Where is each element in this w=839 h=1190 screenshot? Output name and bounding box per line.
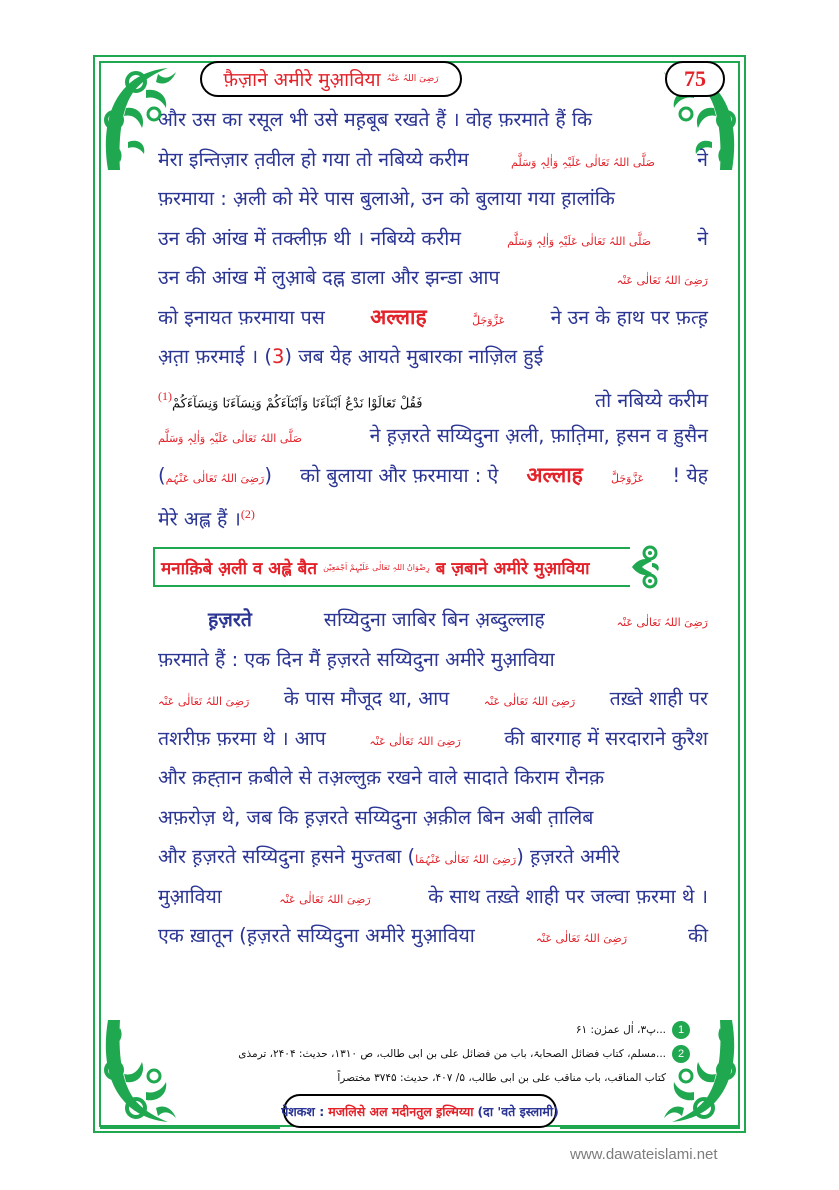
publisher-banner <box>283 1094 557 1128</box>
line-text: अफ़रोज़ थे, जब कि ह़ज़रते सय्यिदुना अ़क़ील बिन अबी त़ालिब <box>158 805 594 829</box>
honorific-calligraphy: رِضْوَانُ اللہِ تَعَالٰی عَلَیْہِمْ اَجْمَعِیْن <box>323 562 430 572</box>
text-line <box>158 258 708 298</box>
paragraph-1 <box>158 100 708 535</box>
honorific-calligraphy: رَضِیَ اللہُ تَعَالٰی عَنْہ <box>616 616 708 629</box>
line-text: और उस का रसूल भी उसे मह़बूब रखते हैं । वोह फ़रमाते हैं कि <box>158 108 592 131</box>
honorific-calligraphy: رَضِیَ اللہُ تَعَالٰی عَنْہ <box>369 734 461 748</box>
honorific-calligraphy: رَضِیَ اللہُ تَعَالٰی عَنْہُمَا <box>415 853 517 866</box>
text-line <box>158 837 708 877</box>
honorific-calligraphy: رَضِیَ اللہُ تَعَالٰی عَنْہ <box>158 695 250 708</box>
salutation-calligraphy: صَلَّی اللہُ تَعَالٰی عَلَیْہِ وَاٰلِہٖ وَسَلَّم <box>158 432 302 445</box>
paragraph-2 <box>158 600 708 956</box>
line-text: तो नबिय्ये करीम <box>595 389 708 412</box>
text-line <box>158 916 708 956</box>
footer-rule <box>100 1126 280 1129</box>
text-line <box>158 600 708 640</box>
footnote-ref: (1) <box>158 388 172 403</box>
footnote-text: ...مسلم، کتاب فضائل الصحابۃ، باب من فضائل علی بن ابی طالب، ص ۱۳۱۰، حدیث: ۲۴۰۴، ترمذی <box>238 1048 666 1060</box>
text-line <box>158 679 708 719</box>
salutation-calligraphy: صَلَّی اللہُ تَعَالٰی عَلَیْہِ وَاٰلِہٖ وَسَلَّم <box>507 234 652 248</box>
heading-text: ब ज़बाने अमीरे मुआ़विया <box>435 558 590 579</box>
emphasized-word: ह़ज़रते <box>208 608 252 631</box>
divine-name: अल्लाह <box>370 304 427 329</box>
line-text: को बुलाया और फ़रमाया : ऐ <box>300 463 499 487</box>
text-line <box>158 798 708 838</box>
line-text: ने <box>697 226 708 250</box>
line-text: तख़्ते शाही पर <box>609 687 708 710</box>
floral-ornament-icon <box>98 1010 180 1130</box>
publisher-org: (दा 'वते इस्लामी) <box>477 1103 559 1119</box>
text-line <box>158 140 708 180</box>
line-text: को इनायत फ़रमाया पस <box>158 305 325 329</box>
text-line <box>158 640 708 680</box>
footnote-number-badge: 2 <box>672 1045 690 1063</box>
salutation-calligraphy: صَلَّی اللہُ تَعَالٰی عَلَیْہِ وَاٰلِہٖ وَسَلَّم <box>511 155 655 169</box>
reference-number: 3 <box>271 345 285 368</box>
line-text: मेरे अह्ल हैं ।$^{(2)}$ <box>158 507 255 531</box>
quran-calligraphy: فَقُلْ تَعَالَوْا نَدْعُ اَبْنَآءَنَا وَاَبْنَآءَكُمْ وَنِسَآءَنَا وَنِسَآءَكُمْ <box>172 396 423 411</box>
divine-name: अल्लाह <box>526 462 583 487</box>
footnote-continuation <box>170 1066 690 1090</box>
line-text: के साथ तख़्ते शाही पर जल्वा फ़रमा थे । <box>428 884 708 908</box>
page-number-badge <box>665 61 725 97</box>
text-line <box>158 416 708 456</box>
line-text: ! येह <box>672 463 708 487</box>
line-text: एक ख़ातून (ह़ज़रते सय्यिदुना अमीरे मुआ़विया <box>158 924 475 947</box>
footer-rule <box>560 1126 740 1129</box>
line-text: मेरा इन्तिज़ार त़वील हो गया तो नबिय्ये करीम <box>158 147 469 171</box>
honorific-calligraphy: عَزَّوَجَلَّ <box>472 313 506 327</box>
text-line <box>158 337 708 377</box>
text-line <box>158 758 708 798</box>
line-text: और ह़ज़रते सय्यिदुना ह़सने मुज्तबा (رَضِیَ اللہُ تَعَالٰی عَنْہُمَا) ह़ज़रते अमीरे <box>158 845 620 868</box>
line-text: ने <box>697 147 708 171</box>
footnote-number-badge: 1 <box>672 1021 690 1039</box>
footnote-ref: (2) <box>240 507 255 521</box>
honorific-calligraphy: رَضِیَ اللہُ عَنْہُ <box>386 74 439 84</box>
line-text: की <box>687 924 708 947</box>
line-text: उन की आंख में तक्लीफ़ थी । नबिय्ये करीम <box>158 226 461 250</box>
text-line <box>158 219 708 259</box>
honorific-calligraphy: رَضِیَ اللہُ تَعَالٰی عَنْہُم <box>165 471 265 485</box>
line-text: फ़रमाते हैं : एक दिन मैं ह़ज़रते सय्यिदुना अमीरे मुआ़विया <box>158 647 555 671</box>
line-text: और क़ह्त़ान क़बीले से तअ़ल्लुक़ रखने वाले सादाते किराम रौनक़ <box>158 766 605 789</box>
website-url: www.dawateislami.net <box>570 1146 718 1163</box>
line-text: फ़रमाया : अ़ली को मेरे पास बुलाओ, उन को बुलाया गया ह़ालांकि <box>158 187 615 210</box>
footnotes <box>170 1018 690 1090</box>
line-text: ने उन के हाथ पर फ़त्ह़ <box>550 305 708 329</box>
book-title: फ़ैज़ाने अमीरे मुआ़विया <box>223 69 381 91</box>
line-text: की बारगाह में सरदाराने कुरैश <box>504 726 708 750</box>
honorific-calligraphy: رَضِیَ اللہُ تَعَالٰی عَنْہ <box>279 892 371 906</box>
text-line <box>158 877 708 917</box>
footnote-text: ...پ۳، اٰل عمرٰن: ۶۱ <box>575 1024 666 1036</box>
section-heading <box>153 547 630 587</box>
scroll-ornament-icon <box>628 545 662 589</box>
text-line <box>158 377 708 417</box>
page-number: 75 <box>684 66 706 91</box>
footnote-item <box>170 1042 690 1066</box>
line-text: मुआ़विया <box>158 884 222 908</box>
line-text: ने ह़ज़रते सय्यिदुना अ़ली, फ़ात़िमा, ह़सन व ह़ुसैन <box>369 424 708 447</box>
publisher-label: पेशकश : <box>281 1103 325 1119</box>
text-line <box>158 100 708 140</box>
heading-text: मनाक़िबे अ़ली व अह्ले बैत <box>161 558 318 579</box>
honorific-calligraphy: رَضِیَ اللہُ تَعَالٰی عَنْہ <box>483 695 576 708</box>
text-line <box>158 298 708 338</box>
line-text: सय्यिदुना जाबिर बिन अ़ब्दुल्लाह <box>323 608 545 631</box>
text-line <box>158 495 708 535</box>
line-text: अ़त़ा फ़रमाई । (3) जब येह आयते मुबारका नाज़िल हुई <box>158 345 544 368</box>
text-line <box>158 456 708 496</box>
footnote-item <box>170 1018 690 1042</box>
line-text: के पास मौजूद था, आप <box>283 687 450 710</box>
book-title-banner <box>200 61 462 97</box>
text-line <box>158 719 708 759</box>
line-text: उन की आंख में लुआ़बे दह्न डाला और झन्डा आप <box>158 266 500 289</box>
publisher-name: मजलिसे अल मदीनतुल इ़ल्मिय्या <box>328 1103 474 1119</box>
honorific-calligraphy: عَزَّوَجَلَّ <box>611 471 645 485</box>
text-line <box>158 179 708 219</box>
footnote-text: کتاب المناقب، باب مناقب علی بن ابی طالب، ۵/ ۴۰۷، حدیث: ۳۷۴۵ مختصراً <box>337 1072 666 1084</box>
honorific-calligraphy: رَضِیَ اللہُ تَعَالٰی عَنْہ <box>616 274 708 287</box>
line-text: तशरीफ़ फ़रमा थे । आप <box>158 726 326 750</box>
honorific-calligraphy: رَضِیَ اللہُ تَعَالٰی عَنْہ <box>535 932 628 945</box>
paren-honorific: (رَضِیَ اللہُ تَعَالٰی عَنْہُم) <box>158 463 272 487</box>
